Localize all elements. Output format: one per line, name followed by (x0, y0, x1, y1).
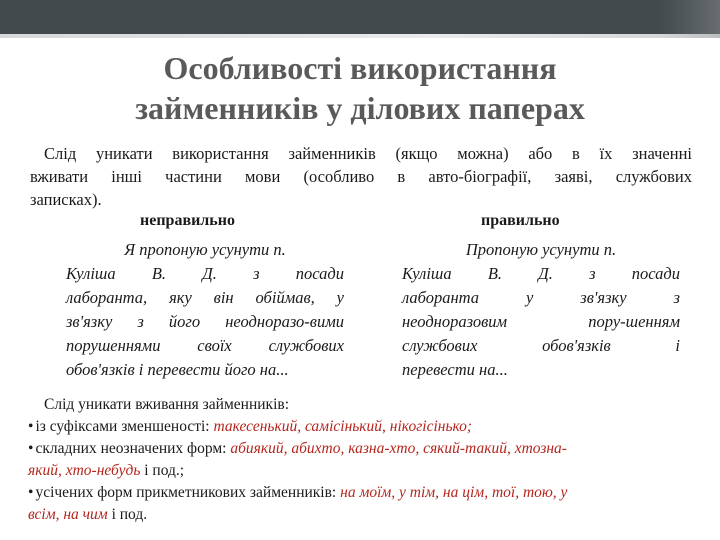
right-header: правильно (481, 212, 560, 229)
wrong-line-3: лаборанта, яку він обіймав, у (66, 288, 344, 307)
avoid-item-3-examples-b: всім, на чим (28, 506, 108, 523)
avoid-item-2-cont (28, 460, 692, 482)
wrong-line-1: Я пропоную усунути п. (124, 240, 286, 259)
slide-title (0, 48, 720, 128)
wrong-line-5: порушеннями своїх службових (66, 336, 344, 355)
avoid-heading: Слід уникати вживання займенників: (44, 396, 289, 413)
title-line-2: займенників у ділових паперах (135, 90, 585, 126)
intro-line-3: записках). (30, 190, 102, 209)
right-line-4: неодноразовим пору-шенням (402, 312, 680, 331)
wrong-line-2: Куліша В. Д. з посади (66, 264, 344, 283)
title-line-1: Особливості використання (163, 50, 557, 86)
intro-line-1: Слід уникати використання займенників (якщо можна) або в їх значенні (44, 144, 692, 163)
right-line-2: Куліша В. Д. з посади (402, 264, 680, 283)
wrong-line-6: обов'язків і перевести його на... (66, 360, 289, 379)
right-line-3: лаборанта у зв'язку з (402, 288, 680, 307)
avoid-item-3: • усічених форм прикметникових займенників: на моїм, у тім, на цім, тої, тою, у (28, 484, 568, 501)
header-edge-shade (660, 0, 720, 38)
intro-paragraph (30, 142, 692, 211)
right-line-6: перевести на... (402, 360, 508, 379)
avoid-item-3-cont (28, 504, 692, 526)
avoid-item-2-examples-b: який, хто-небудь (28, 462, 141, 479)
right-line-5: службових обов'язків і (402, 336, 680, 355)
header-accent-line (0, 34, 720, 38)
avoid-item-1-examples: такесенький, самісінький, нікогісінько; (213, 418, 473, 435)
avoid-item-2-examples-a: абиякий, абихто, казна-хто, сякий-такий, хтозна- (230, 440, 567, 457)
wrong-header: неправильно (140, 212, 235, 229)
avoid-item-3-label: усічених форм прикметникових займенників: (35, 484, 341, 501)
avoid-item-1-label: із суфіксами зменшеності: (35, 418, 214, 435)
avoid-item-2-label: складних неозначених форм: (35, 440, 231, 457)
avoid-item-2-tail: і под.; (140, 462, 185, 479)
avoid-item-1: • із суфіксами зменшеності: такесенький, самісінький, нікогісінько; (28, 418, 473, 435)
right-line-1: Пропоную усунути п. (465, 240, 617, 259)
intro-line-2: вживати інші частини мови (особливо в авто-біографії, заяві, службових (30, 167, 692, 186)
wrong-line-4: зв'язку з його неодноразо-вими (66, 312, 344, 331)
avoid-item-3-tail: і под. (107, 506, 148, 523)
header-bar (0, 0, 720, 34)
right-example (402, 238, 680, 382)
avoid-list (28, 394, 692, 526)
avoid-item-2: • складних неозначених форм: абиякий, абихто, казна-хто, сякий-такий, хтозна- (28, 440, 567, 457)
avoid-item-3-examples-a: на моїм, у тім, на цім, тої, тою, у (340, 484, 568, 501)
wrong-example (66, 238, 344, 382)
